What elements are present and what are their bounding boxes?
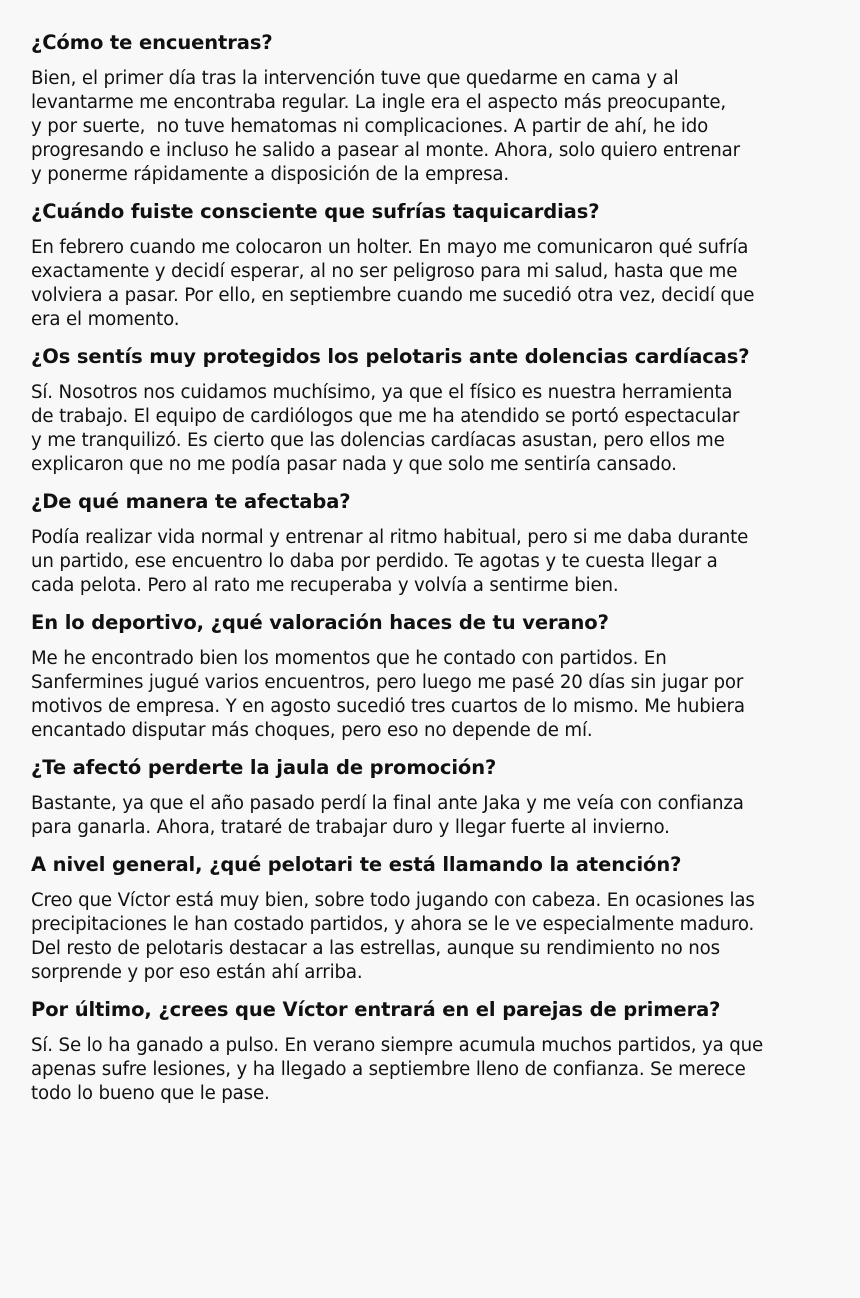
qa-block <box>31 199 830 332</box>
answer-line: y por suerte, no tuve hematomas ni complicaciones. A partir de ahí, he ido <box>31 116 709 137</box>
question-heading: ¿Os sentís muy protegidos los pelotaris ante dolencias cardíacas? <box>31 345 750 368</box>
question-heading: En lo deportivo, ¿qué valoración haces de tu verano? <box>31 611 609 634</box>
answer-paragraph <box>31 647 830 743</box>
answer-line: En febrero cuando me colocaron un holter. En mayo me comunicaron qué sufría <box>31 237 749 258</box>
answer-line: sorprende y por eso están ahí arriba. <box>31 962 363 983</box>
answer-line: Podía realizar vida normal y entrenar al ritmo habitual, pero si me daba durante <box>31 527 749 548</box>
answer-paragraph <box>31 236 830 332</box>
answer-line: Sí. Nosotros nos cuidamos muchísimo, ya que el físico es nuestra herramienta <box>31 382 733 403</box>
answer-paragraph <box>31 889 830 985</box>
question-heading: ¿De qué manera te afectaba? <box>31 490 351 513</box>
qa-block <box>31 852 830 985</box>
qa-block <box>31 489 830 598</box>
answer-paragraph <box>31 526 830 598</box>
qa-block <box>31 997 830 1106</box>
answer-line: y ponerme rápidamente a disposición de la empresa. <box>31 164 510 185</box>
answer-line: un partido, ese encuentro lo daba por perdido. Te agotas y te cuesta llegar a <box>31 551 718 572</box>
answer-paragraph <box>31 1034 830 1106</box>
qa-block <box>31 755 830 840</box>
answer-line: progresando e incluso he salido a pasear al monte. Ahora, solo quiero entrenar <box>31 140 740 161</box>
answer-line: para ganarla. Ahora, trataré de trabajar duro y llegar fuerte al invierno. <box>31 817 670 838</box>
answer-paragraph <box>31 67 830 187</box>
answer-line: todo lo bueno que le pase. <box>31 1083 270 1104</box>
answer-line: Creo que Víctor está muy bien, sobre todo jugando con cabeza. En ocasiones las <box>31 890 755 911</box>
answer-line: precipitaciones le han costado partidos, y ahora se le ve especialmente maduro. <box>31 914 755 935</box>
answer-line: Sí. Se lo ha ganado a pulso. En verano siempre acumula muchos partidos, ya que <box>31 1035 764 1056</box>
answer-line: Sanfermines jugué varios encuentros, pero luego me pasé 20 días sin jugar por <box>31 672 744 693</box>
answer-paragraph <box>31 792 830 840</box>
qa-block <box>31 30 830 187</box>
question-heading: Por último, ¿crees que Víctor entrará en el parejas de primera? <box>31 998 721 1021</box>
question-heading: A nivel general, ¿qué pelotari te está llamando la atención? <box>31 853 682 876</box>
question-heading: ¿Cómo te encuentras? <box>31 31 273 54</box>
question-heading: ¿Cuándo fuiste consciente que sufrías taquicardias? <box>31 200 600 223</box>
answer-line: motivos de empresa. Y en agosto sucedió tres cuartos de lo mismo. Me hubiera <box>31 696 745 717</box>
answer-line: encantado disputar más choques, pero eso no depende de mí. <box>31 720 593 741</box>
answer-line: exactamente y decidí esperar, al no ser peligroso para mi salud, hasta que me <box>31 261 738 282</box>
answer-line: Bastante, ya que el año pasado perdí la final ante Jaka y me veía con confianza <box>31 793 744 814</box>
answer-line: levantarme me encontraba regular. La ingle era el aspecto más preocupante, <box>31 92 727 113</box>
answer-line: volviera a pasar. Por ello, en septiembre cuando me sucedió otra vez, decidí que <box>31 285 755 306</box>
answer-paragraph <box>31 381 830 477</box>
answer-line: Bien, el primer día tras la intervención tuve que quedarme en cama y al <box>31 68 679 89</box>
answer-line: cada pelota. Pero al rato me recuperaba y volvía a sentirme bien. <box>31 575 619 596</box>
qa-block <box>31 344 830 477</box>
answer-line: explicaron que no me podía pasar nada y que solo me sentiría cansado. <box>31 454 677 475</box>
answer-line: de trabajo. El equipo de cardiólogos que me ha atendido se portó espectacular <box>31 406 740 427</box>
qa-block <box>31 610 830 743</box>
answer-line: era el momento. <box>31 309 180 330</box>
answer-line: y me tranquilizó. Es cierto que las dolencias cardíacas asustan, pero ellos me <box>31 430 725 451</box>
answer-line: Del resto de pelotaris destacar a las estrellas, aunque su rendimiento no nos <box>31 938 720 959</box>
answer-line: Me he encontrado bien los momentos que he contado con partidos. En <box>31 648 667 669</box>
question-heading: ¿Te afectó perderte la jaula de promoción? <box>31 756 497 779</box>
answer-line: apenas sufre lesiones, y ha llegado a septiembre lleno de confianza. Se merece <box>31 1059 746 1080</box>
